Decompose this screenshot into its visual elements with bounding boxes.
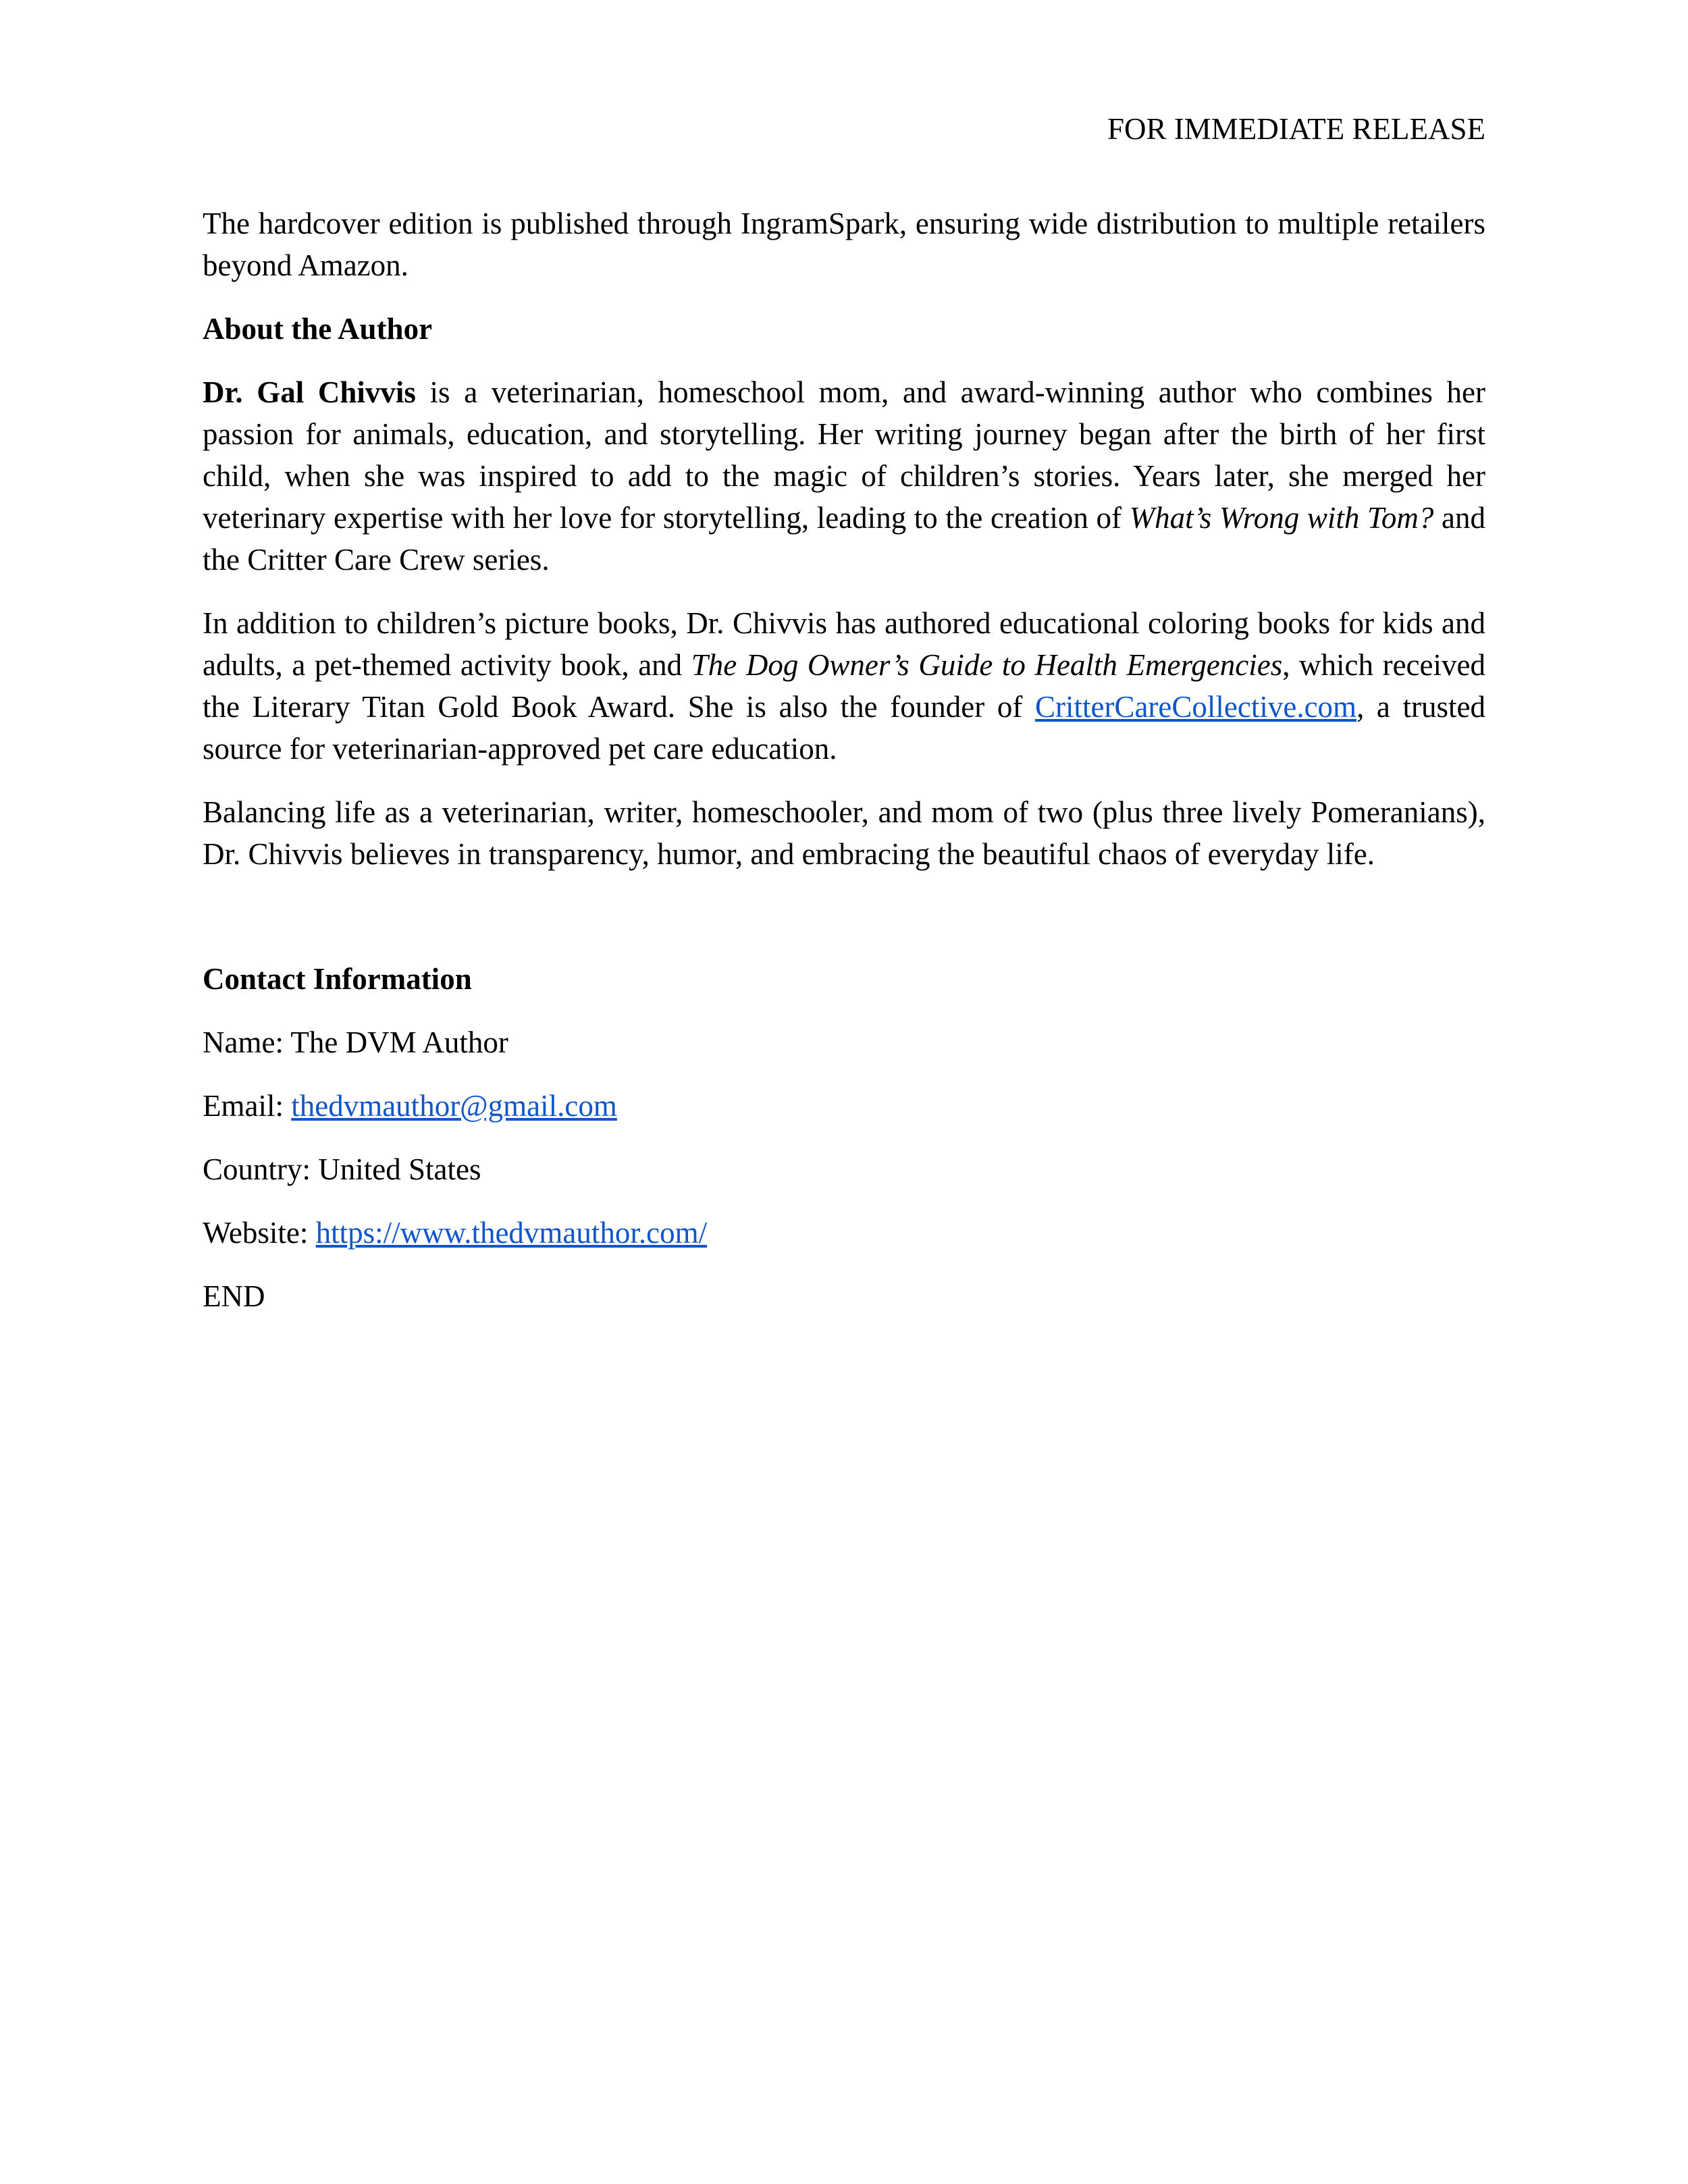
- contact-email-label: Email:: [203, 1089, 292, 1123]
- publications-text-2: , which received the Literary Titan Gold Book Award. She is also the founder of: [203, 648, 1485, 724]
- author-bio-paragraph: [203, 371, 1485, 581]
- publications-text-3: , a trusted source for veterinarian-approved pet care education.: [203, 690, 1486, 766]
- balancing-life-paragraph: Balancing life as a veterinarian, writer, homeschooler, and mom of two (plus three lively Pomeranians), Dr. Chivvis believes in transparency, humor, and embracing the beautiful chaos of everyday life.: [203, 795, 1485, 871]
- website-link[interactable]: https://www.thedvmauthor.com/: [315, 1216, 708, 1250]
- contact-country-line: [203, 1148, 1485, 1190]
- contact-information-heading: Contact Information: [203, 962, 472, 996]
- crittercarecollective-link[interactable]: CritterCareCollective.com: [1034, 690, 1357, 724]
- for-immediate-release-line: FOR IMMEDIATE RELEASE: [1107, 112, 1485, 146]
- contact-section: [203, 958, 1485, 1254]
- publications-paragraph: [203, 602, 1485, 770]
- end-marker: END: [203, 1279, 265, 1313]
- guide-title-italic: The Dog Owner’s Guide to Health Emergencies: [691, 648, 1283, 682]
- contact-name-value: The DVM Author: [290, 1026, 508, 1059]
- intro-paragraph: The hardcover edition is published through IngramSpark, ensuring wide distribution to multiple retailers beyond Amazon.: [203, 207, 1485, 282]
- email-link[interactable]: thedvmauthor@gmail.com: [291, 1089, 617, 1123]
- publications-text-1: In addition to children’s picture books, Dr. Chivvis has authored educational coloring books for kids and adults, a pet-themed activity book, and: [203, 606, 1485, 682]
- contact-country-label: Country:: [203, 1152, 319, 1186]
- contact-website-label: Website:: [203, 1216, 316, 1250]
- contact-name-line: [203, 1021, 1485, 1063]
- contact-country-value: United States: [318, 1152, 481, 1186]
- contact-name-label: Name:: [203, 1026, 291, 1059]
- author-name-bold: Dr. Gal Chivvis: [203, 375, 416, 409]
- author-bio-text-2: and the Critter Care Crew series.: [203, 501, 1485, 577]
- contact-website-line: [203, 1212, 1485, 1254]
- about-the-author-heading: About the Author: [203, 312, 433, 346]
- author-bio-text-1: is a veterinarian, homeschool mom, and award-winning author who combines her passion for animals, education, and storytelling. Her writing journey began after the birth of her first child, when she was inspired to add to the magic of children’s stories. Years later, she merged her veterinary expertise with her love for storytelling, leading to the creation of: [203, 375, 1485, 535]
- contact-email-line: [203, 1085, 1485, 1127]
- book-title-italic: What’s Wrong with Tom?: [1129, 501, 1434, 535]
